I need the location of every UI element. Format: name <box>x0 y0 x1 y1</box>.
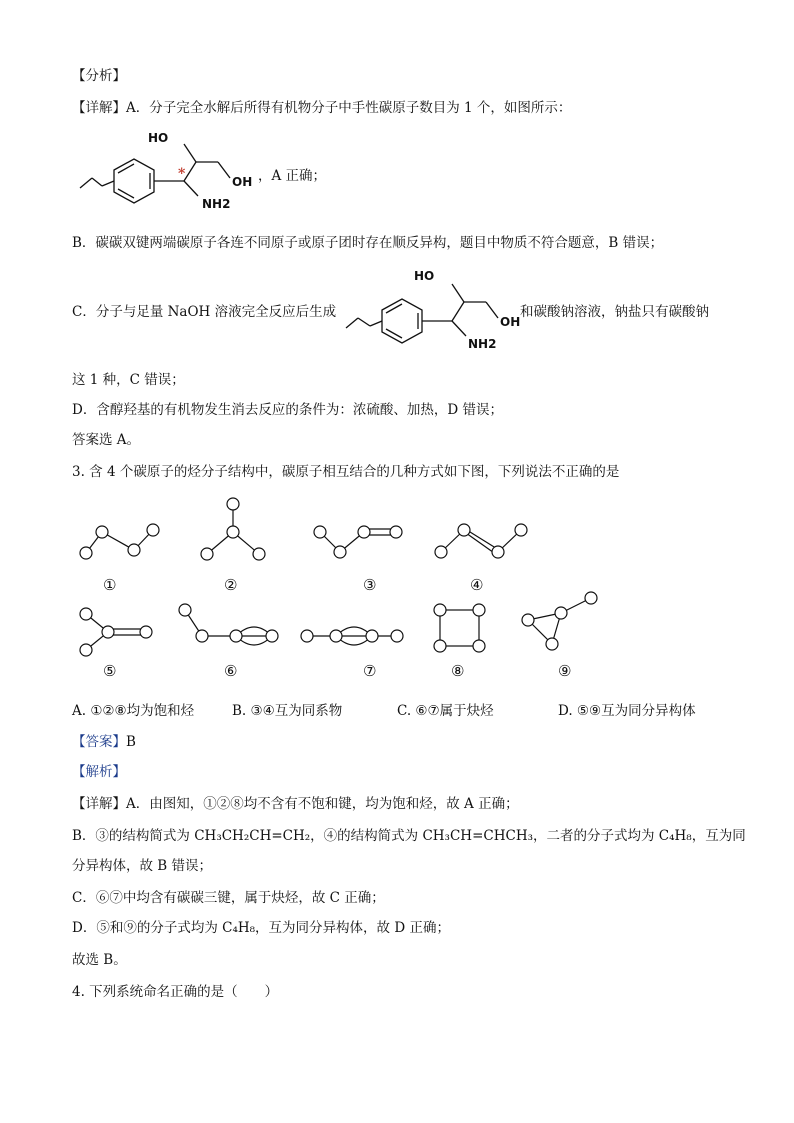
struct-label-5: ⑤ <box>103 662 117 680</box>
struct-label-6: ⑥ <box>224 662 238 680</box>
struct-label-3: ③ <box>363 576 377 594</box>
molecule-2-structure <box>338 264 538 354</box>
answer-line <box>72 732 136 752</box>
line-d: D．含醇羟基的有机物发生消去反应的条件为：浓硫酸、加热，D 错误； <box>72 402 503 418</box>
line-c2: 这 1 种，C 错误； <box>72 372 185 388</box>
line-c-post: 和碳酸钠溶液，钠盐只有碳酸钠 <box>520 304 709 320</box>
option-b: B. ③④互为同系物 <box>232 703 343 719</box>
struct-label-8: ⑧ <box>451 662 465 680</box>
struct-label-2: ② <box>224 576 238 594</box>
carbon-structures <box>0 490 720 690</box>
analysis-header: 【分析】 <box>72 68 126 84</box>
structure-7 <box>301 627 403 645</box>
structure-9 <box>522 592 597 650</box>
option-c: C. ⑥⑦属于炔烃 <box>397 703 494 719</box>
explanation-b-1: B．③的结构简式为 CH₃CH₂CH=CH₂，④的结构简式为 CH₃CH=CHCH₃，二者的分子式均为 C₄H₈，互为同 <box>72 828 746 844</box>
question-3: 3. 含 4 个碳原子的烃分子结构中，碳原子相互结合的几种方式如下图，下列说法不正确的是 <box>72 464 620 480</box>
struct-label-4: ④ <box>470 576 484 594</box>
structure-3 <box>314 526 402 558</box>
line-c-pre: C．分子与足量 NaOH 溶液完全反应后生成 <box>72 304 337 320</box>
explanation-a: 【详解】A．由图知，①②⑧均不含有不饱和键，均为饱和烃，故 A 正确； <box>72 796 519 812</box>
chiral-star: * <box>178 166 186 182</box>
jiexi-label: 【解析】 <box>72 764 126 780</box>
structure-2 <box>201 498 265 560</box>
ho-label: HO <box>148 131 169 145</box>
nh2-label-2: NH2 <box>468 337 497 351</box>
struct-label-9: ⑨ <box>558 662 572 680</box>
explanation-d: D．⑤和⑨的分子式均为 C₄H₈，互为同分异构体，故 D 正确； <box>72 920 450 936</box>
structure-1 <box>80 524 159 559</box>
struct-label-7: ⑦ <box>363 662 377 680</box>
oh-label: OH <box>232 175 253 189</box>
structure-5 <box>80 608 152 656</box>
nh2-label: NH2 <box>202 197 231 211</box>
struct-label-1: ① <box>103 576 117 594</box>
oh-label-2: OH <box>500 315 521 329</box>
detail-a-tail: ，A 正确； <box>258 168 327 184</box>
structure-6 <box>179 604 278 645</box>
option-d: D. ⑤⑨互为同分异构体 <box>558 703 696 719</box>
answer-a: 答案选 A。 <box>72 432 141 448</box>
ho-label-2: HO <box>414 269 435 283</box>
structure-8 <box>434 604 485 652</box>
question-4: 4. 下列系统命名正确的是（ ） <box>72 984 279 1000</box>
final-answer: 故选 B。 <box>72 952 127 968</box>
option-a: A. ①②⑧均为饱和烃 <box>72 703 195 719</box>
structure-4 <box>435 524 527 558</box>
answer-value: B <box>126 734 136 750</box>
answer-label: 【答案】 <box>72 734 126 750</box>
explanation-c: C．⑥⑦中均含有碳碳三键，属于炔烃，故 C 正确； <box>72 890 385 906</box>
line-b: B．碳碳双键两端碳原子各连不同原子或原子团时存在顺反异构，题目中物质不符合题意，B 错误； <box>72 235 664 251</box>
molecule-1-structure <box>72 126 272 216</box>
explanation-b-2: 分异构体，故 B 错误； <box>72 858 213 874</box>
detail-a-text: 【详解】A．分子完全水解后所得有机物分子中手性碳原子数目为 1 个，如图所示： <box>72 100 572 116</box>
